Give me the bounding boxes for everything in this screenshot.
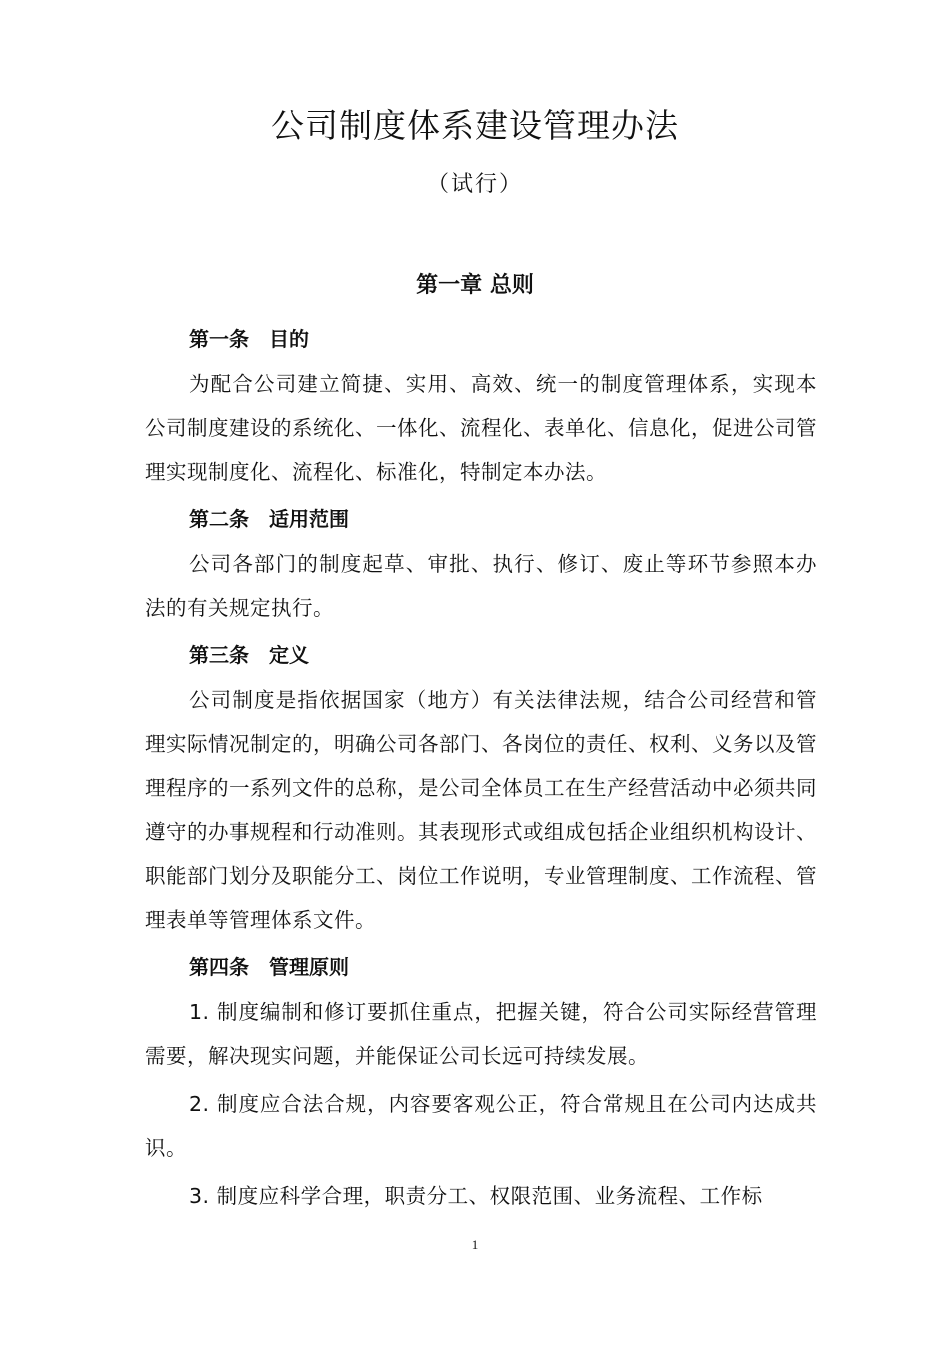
document-title: 公司制度体系建设管理办法 [271,106,679,145]
article-paragraph: 3. 制度应科学合理，职责分工、权限范围、业务流程、工作标 [189,1184,763,1208]
article-3 [145,634,817,942]
page-number: 1 [471,1237,479,1252]
article-heading: 第二条 适用范围 [189,507,349,531]
chapter-title: 第一章 总则 [416,273,534,298]
article-4 [145,946,817,1218]
article-1 [145,318,817,494]
article-heading: 第三条 定义 [189,643,309,667]
document-subtitle: （试行） [426,172,523,197]
article-paragraph: 公司制度是指依据国家（地方）有关法律法规，结合公司经营和管理实际情况制定的，明确公司各部门、各岗位的责任、权利、义务以及管理程序的一系列文件的总称，是公司全体员工在生产经营活动中必须共同遵守的办事规程和行动准则。其表现形式或组成包括企业组织机构设计、职能部门划分及职能分工、岗位工作说明，专业管理制度、工作流程、管理表单等管理体系文件。 [145,688,817,932]
article-2 [145,498,817,630]
article-heading: 第一条 目的 [189,327,309,351]
article-paragraph: 2. 制度应合法合规，内容要客观公正，符合常规且在公司内达成共识。 [145,1092,817,1160]
article-paragraph: 1. 制度编制和修订要抓住重点，把握关键，符合公司实际经营管理需要，解决现实问题，并能保证公司长远可持续发展。 [145,1000,817,1068]
article-paragraph: 为配合公司建立简捷、实用、高效、统一的制度管理体系，实现本公司制度建设的系统化、一体化、流程化、表单化、信息化，促进公司管理实现制度化、流程化、标准化，特制定本办法。 [145,372,817,484]
article-heading: 第四条 管理原则 [189,955,349,979]
article-paragraph: 公司各部门的制度起草、审批、执行、修订、废止等环节参照本办法的有关规定执行。 [145,552,817,620]
document-body [145,318,817,1222]
